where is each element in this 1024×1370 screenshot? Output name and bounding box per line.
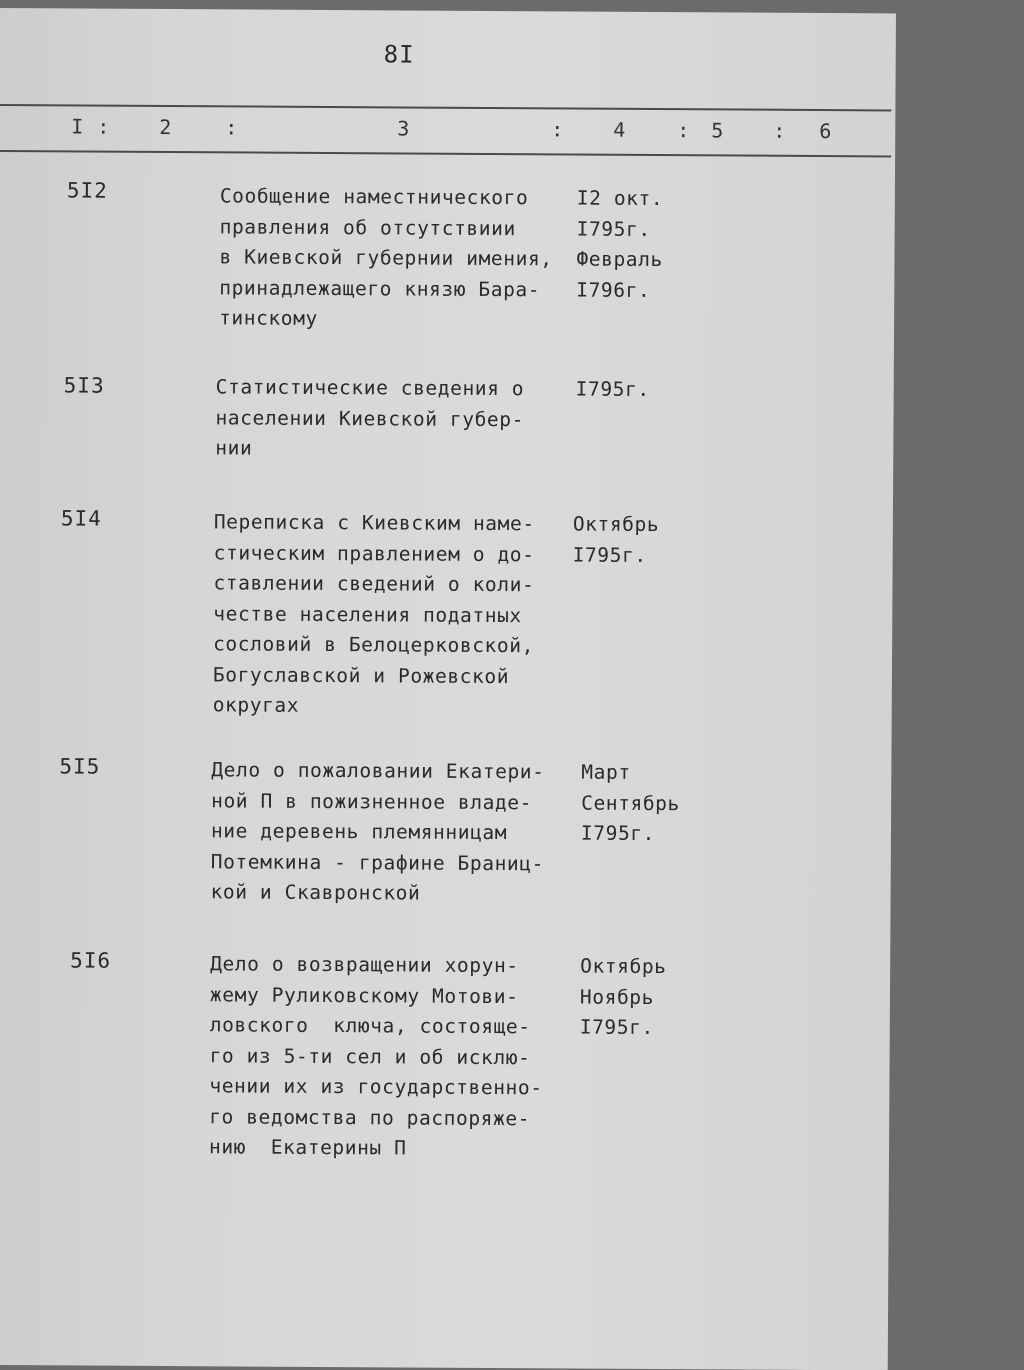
column-separator: : <box>551 117 564 142</box>
entry-description-line: стическим правлением о до- <box>213 540 535 566</box>
entry-description <box>215 372 524 465</box>
entry-description-line: правления об отсутствиии <box>219 214 516 240</box>
entry-date-line: Октябрь <box>580 954 667 979</box>
entry-date-line: I795г. <box>580 821 656 846</box>
column-separator: : <box>773 118 786 143</box>
entry-description-line: нии <box>215 436 253 460</box>
column-separator: : <box>677 118 690 143</box>
entry-description <box>213 507 535 722</box>
entry-description-line: ловского ключа, состояще- <box>209 1013 531 1039</box>
entry-number: 5I2 <box>66 178 108 203</box>
entry-description-line: Переписка с Киевским наме- <box>213 510 535 536</box>
entry-date <box>573 510 660 572</box>
entry-number: 5I5 <box>59 754 101 779</box>
column-header-3: 3 <box>397 116 410 141</box>
column-header-1: I <box>71 114 84 139</box>
entry-description <box>211 755 545 910</box>
column-separator: : <box>225 115 238 140</box>
entry-description-line: сословий в Белоцерковской, <box>213 632 535 658</box>
column-header-6: 6 <box>819 119 832 144</box>
entry-date-line: I795г. <box>576 217 651 241</box>
entry-description-line: тинскому <box>219 306 318 330</box>
entry-date <box>576 184 663 307</box>
entry-description-line: чении их из государственно- <box>209 1074 543 1100</box>
entry-description-line: Потемкина - графине Браниц- <box>210 849 545 875</box>
entry-date <box>576 375 650 406</box>
entry-date-line: I795г. <box>572 543 647 567</box>
entry-description-line: кой и Скавронской <box>210 880 421 905</box>
entry-description-line: Богуславской и Рожевской <box>212 662 510 688</box>
entry-description-line: в Киевской губернии имения, <box>219 245 553 271</box>
entry-description <box>209 949 543 1165</box>
entry-date <box>581 758 680 850</box>
entry-description-line: населении Киевской губер- <box>215 405 525 431</box>
entry-date-line: I2 окт. <box>576 186 664 211</box>
entry-description-line: Сообщение наместнического <box>219 184 529 210</box>
page-number: 8I <box>383 40 415 69</box>
entry-description-line: Дело о пожаловании Екатери- <box>211 758 545 784</box>
entry-description-line: нию Екатерины П <box>208 1135 407 1160</box>
entry-date-line: Ноябрь <box>579 985 655 1009</box>
entry-date-line: Март <box>581 760 631 784</box>
entry-date-line: Февраль <box>576 247 663 272</box>
entry-description-line: Статистические сведения о <box>215 375 525 401</box>
entry-number: 5I3 <box>63 373 105 398</box>
document-page <box>0 8 896 1370</box>
entry-description-line: ние деревень племянницам <box>210 819 508 845</box>
entry-date-line: I796г. <box>576 278 651 302</box>
entry-number: 5I6 <box>70 948 112 973</box>
entry-date-line: I795г. <box>575 377 650 401</box>
entry-date-line: I795г. <box>579 1015 654 1040</box>
entry-description-line: го из 5-ти сел и об исклю- <box>209 1043 531 1069</box>
column-header-5: 5 <box>711 118 724 143</box>
entry-description-line: го ведомства по распоряже- <box>209 1104 531 1130</box>
entry-description-line: принадлежащего князю Бара- <box>219 275 541 301</box>
entry-date <box>580 952 667 1044</box>
entry-list <box>0 8 896 1370</box>
column-header-2: 2 <box>159 114 172 140</box>
entry-description <box>219 181 553 336</box>
entry-description-line: округах <box>212 693 300 717</box>
column-separator: : <box>97 114 110 139</box>
entry-description-line: честве населения податных <box>213 601 522 627</box>
entry-number: 5I4 <box>60 506 102 531</box>
entry-description-line: Дело о возвращении хорун- <box>210 952 519 978</box>
entry-description-line: жему Руликовскому Мотови- <box>209 982 519 1008</box>
entry-description-line: ной П в пожизненное владе- <box>211 788 533 814</box>
entry-date-line: Сентябрь <box>581 791 680 815</box>
entry-description-line: ставлении сведений о коли- <box>213 571 535 597</box>
entry-date-line: Октябрь <box>572 512 660 537</box>
column-header-4: 4 <box>613 117 626 142</box>
